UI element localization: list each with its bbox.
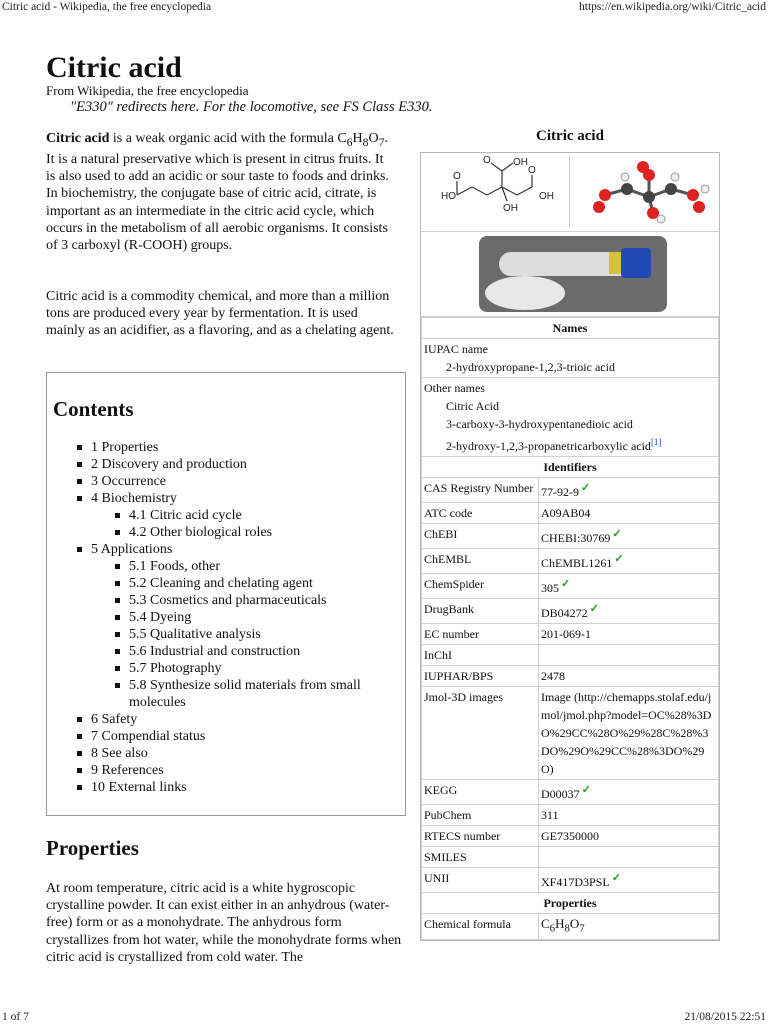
identifier-key: EC number bbox=[422, 624, 539, 645]
toc-subitem[interactable] bbox=[115, 507, 405, 524]
check-icon: ✓ bbox=[612, 528, 622, 540]
identifier-row bbox=[422, 478, 719, 503]
iupac-value: 2-hydroxypropane-1,2,3-trioic acid bbox=[446, 360, 615, 374]
identifier-row bbox=[422, 645, 719, 666]
print-footer-datetime: 21/08/2015 22:51 bbox=[684, 1011, 766, 1023]
identifier-key: InChI bbox=[422, 645, 539, 666]
structure-images bbox=[421, 153, 719, 232]
toc-subitem-label[interactable]: 4.1 Citric acid cycle bbox=[129, 508, 242, 523]
toc-item[interactable] bbox=[77, 728, 405, 745]
page-title: Citric acid bbox=[46, 51, 182, 84]
formula-part: C bbox=[541, 916, 550, 931]
intro-bold-term: Citric acid bbox=[46, 131, 110, 146]
toc-subitem-label[interactable]: 5.3 Cosmetics and pharmaceuticals bbox=[129, 593, 327, 608]
check-icon: ✓ bbox=[611, 872, 621, 884]
atom-label: OH bbox=[503, 203, 518, 214]
formula-sub: 7 bbox=[579, 922, 585, 935]
identifier-row bbox=[422, 574, 719, 599]
toc-subitem-label[interactable]: 5.8 Synthesize solid materials from small molecules bbox=[129, 678, 361, 710]
section-properties: Properties bbox=[422, 893, 719, 914]
identifier-value-text[interactable]: ChEMBL1261 bbox=[541, 556, 613, 570]
check-icon: ✓ bbox=[561, 578, 571, 590]
formula-sub: 6 bbox=[549, 922, 556, 935]
toc-item[interactable] bbox=[77, 456, 405, 473]
identifier-key: DrugBank bbox=[422, 599, 539, 624]
toc-subitem-label[interactable]: 5.1 Foods, other bbox=[129, 559, 220, 574]
formula-sub: 8 bbox=[362, 135, 369, 149]
check-icon: ✓ bbox=[581, 482, 591, 494]
identifier-value[interactable] bbox=[539, 524, 719, 549]
identifier-value[interactable] bbox=[539, 574, 719, 599]
toc-item[interactable] bbox=[77, 541, 405, 558]
identifier-key: CAS Registry Number bbox=[422, 478, 539, 503]
toc-subitem-label[interactable]: 5.7 Photography bbox=[129, 661, 222, 676]
reference-link[interactable]: [1] bbox=[650, 437, 662, 447]
toc-subitem[interactable] bbox=[115, 626, 405, 643]
identifier-key: ChEBI bbox=[422, 524, 539, 549]
iupac-row bbox=[422, 339, 719, 378]
skeletal-formula-image bbox=[427, 153, 577, 231]
identifier-value[interactable] bbox=[539, 826, 719, 847]
identifier-value[interactable] bbox=[539, 687, 719, 780]
identifier-value[interactable] bbox=[539, 478, 719, 503]
identifier-value[interactable] bbox=[539, 666, 719, 687]
identifier-value-text[interactable]: GE7350000 bbox=[541, 829, 599, 843]
atom-label: OH bbox=[513, 157, 528, 168]
infobox bbox=[420, 152, 720, 941]
check-icon: ✓ bbox=[614, 553, 624, 565]
identifier-row bbox=[422, 847, 719, 868]
identifier-value-text[interactable]: 201-069-1 bbox=[541, 627, 591, 641]
hatnote: "E330" redirects here. For the locomotive, see FS Class E330. bbox=[70, 99, 433, 115]
identifier-row bbox=[422, 666, 719, 687]
photo-image bbox=[421, 232, 719, 317]
infobox-caption: Citric acid bbox=[536, 128, 604, 144]
identifier-key: RTECS number bbox=[422, 826, 539, 847]
identifier-value[interactable] bbox=[539, 645, 719, 666]
identifier-value[interactable] bbox=[539, 847, 719, 868]
check-icon: ✓ bbox=[581, 784, 591, 796]
toc-item[interactable] bbox=[77, 473, 405, 490]
atom-label: OH bbox=[539, 191, 554, 202]
identifier-value-text[interactable]: XF417D3PSL bbox=[541, 875, 610, 889]
identifier-value[interactable] bbox=[539, 599, 719, 624]
other-name: Citric Acid bbox=[446, 399, 499, 413]
atom-label: HO bbox=[441, 191, 456, 202]
identifier-key: IUPHAR/BPS bbox=[422, 666, 539, 687]
identifier-value[interactable] bbox=[539, 805, 719, 826]
identifier-row bbox=[422, 599, 719, 624]
check-icon: ✓ bbox=[589, 603, 599, 615]
other-name: 3-carboxy-3-hydroxypentanedioic acid bbox=[446, 417, 633, 431]
toc-subitem[interactable] bbox=[115, 575, 405, 592]
identifier-value-text[interactable]: D00037 bbox=[541, 787, 580, 801]
toc-subitem-label[interactable]: 5.2 Cleaning and chelating agent bbox=[129, 576, 313, 591]
identifier-row bbox=[422, 624, 719, 645]
identifier-key: ChemSpider bbox=[422, 574, 539, 599]
toc-item-label[interactable]: 8 See also bbox=[91, 746, 148, 761]
identifier-row bbox=[422, 549, 719, 574]
toc-subitem[interactable] bbox=[115, 677, 405, 711]
identifier-value-text[interactable]: DB04272 bbox=[541, 606, 588, 620]
toc-item-label[interactable]: 1 Properties bbox=[91, 440, 159, 455]
identifier-row bbox=[422, 826, 719, 847]
toc-item-label[interactable]: 10 External links bbox=[91, 780, 187, 795]
identifier-value-text[interactable]: 2478 bbox=[541, 669, 565, 683]
toc-item[interactable] bbox=[77, 711, 405, 728]
toc-item-label[interactable]: 3 Occurrence bbox=[91, 474, 167, 489]
toc-item-label[interactable]: 6 Safety bbox=[91, 712, 138, 727]
toc-title: Contents bbox=[53, 397, 134, 421]
toc-subitem[interactable] bbox=[115, 609, 405, 626]
identifier-key: Jmol-3D images bbox=[422, 687, 539, 780]
identifier-value[interactable] bbox=[539, 780, 719, 805]
identifier-value-text[interactable]: CHEBI:30769 bbox=[541, 531, 611, 545]
identifier-row bbox=[422, 687, 719, 780]
formula-sub: 8 bbox=[564, 922, 570, 935]
table-of-contents bbox=[46, 372, 406, 816]
formula-sub: 6 bbox=[346, 135, 353, 149]
toc-list bbox=[77, 439, 405, 796]
identifier-value-text[interactable]: A09AB04 bbox=[541, 506, 591, 520]
toc-subitem-label[interactable]: 4.2 Other biological roles bbox=[129, 525, 273, 540]
properties-paragraph: At room temperature, citric acid is a white hygroscopic crystalline powder. It can exist either in an anhydrous (water-free) form or as a monohydrate. The anhydrous form crystallizes from hot water, while the monohydrate forms when citric acid is crystallized from cold water. The bbox=[46, 881, 402, 965]
atom-label: O bbox=[483, 155, 491, 166]
identifier-row bbox=[422, 524, 719, 549]
formula-value bbox=[539, 914, 719, 940]
other-name bbox=[424, 433, 716, 455]
identifier-value-text[interactable]: 77-92-9 bbox=[541, 485, 579, 499]
iupac-label: IUPAC name bbox=[424, 342, 488, 356]
toc-item[interactable] bbox=[77, 762, 405, 779]
intro-paragraph-1 bbox=[46, 130, 396, 254]
formula-sub: 7 bbox=[378, 135, 385, 149]
section-identifiers: Identifiers bbox=[422, 457, 719, 478]
formula-row bbox=[422, 914, 719, 940]
toc-item[interactable] bbox=[77, 745, 405, 762]
atom-label: O bbox=[453, 171, 461, 182]
toc-subitem[interactable] bbox=[115, 643, 405, 660]
identifier-key: ChEMBL bbox=[422, 549, 539, 574]
toc-subitem[interactable] bbox=[115, 592, 405, 609]
identifier-key: SMILES bbox=[422, 847, 539, 868]
identifier-value-text[interactable]: Image (http://chemapps.stolaf.edu/jmol/jmol.php?model=OC%28%3DO%29CC%28O%29%28C%28%3DO%29O%29CC%28%3DO%29O) bbox=[541, 690, 712, 776]
identifier-value[interactable] bbox=[539, 549, 719, 574]
formula-key: Chemical formula bbox=[422, 914, 539, 940]
identifier-row bbox=[422, 780, 719, 805]
identifier-value[interactable] bbox=[539, 868, 719, 893]
intro-paragraph-2: Citric acid is a commodity chemical, and more than a million tons are produced every year by fermentation. It is used mainly as an acidifier, as a flavoring, and as a chelating agent. bbox=[46, 289, 394, 339]
ball-and-stick-model-image bbox=[587, 153, 717, 231]
toc-item[interactable] bbox=[77, 439, 405, 456]
identifier-key: UNII bbox=[422, 868, 539, 893]
site-sub: From Wikipedia, the free encyclopedia bbox=[46, 83, 249, 98]
toc-subitem[interactable] bbox=[115, 558, 405, 575]
other-name-text: 2-hydroxy-1,2,3-propanetricarboxylic acid bbox=[446, 439, 651, 453]
identifier-key: PubChem bbox=[422, 805, 539, 826]
toc-item-label[interactable]: 9 References bbox=[91, 763, 164, 778]
identifier-key: KEGG bbox=[422, 780, 539, 805]
toc-subitem-label[interactable]: 5.4 Dyeing bbox=[129, 610, 192, 625]
intro-text: is a weak organic acid with the formula C bbox=[109, 131, 347, 146]
intro-text: O bbox=[368, 131, 379, 146]
identifier-value-text[interactable]: 311 bbox=[541, 808, 559, 822]
toc-item-label[interactable]: 4 Biochemistry bbox=[91, 491, 177, 506]
toc-item-label[interactable]: 7 Compendial status bbox=[91, 729, 206, 744]
identifier-value-text[interactable]: 305 bbox=[541, 581, 559, 595]
infobox-table bbox=[421, 317, 719, 940]
formula-part: H bbox=[555, 916, 565, 931]
section-heading-properties: Properties bbox=[46, 836, 139, 860]
atom-label: O bbox=[528, 165, 536, 176]
identifier-value[interactable] bbox=[539, 503, 719, 524]
toc-subitem[interactable] bbox=[115, 660, 405, 677]
toc-subitem-label[interactable]: 5.6 Industrial and construction bbox=[129, 644, 301, 659]
intro-text: H bbox=[352, 131, 363, 146]
toc-subitem-label[interactable]: 5.5 Qualitative analysis bbox=[129, 627, 261, 642]
formula-part: O bbox=[569, 916, 580, 931]
identifier-row bbox=[422, 805, 719, 826]
toc-item-label[interactable]: 2 Discovery and production bbox=[91, 457, 247, 472]
identifier-row bbox=[422, 503, 719, 524]
identifier-value[interactable] bbox=[539, 624, 719, 645]
intro-text: . It is a natural preservative which is present in citrus fruits. It is also used to add an acidic or sour taste to foods and drinks. In biochemistry, the conjugate base of citric acid, citrate, is important as an intermediate in the citric acid cycle, which occurs in the metabolism of all aerobic organisms. It consists of 3 carboxyl (R-COOH) groups. bbox=[46, 131, 389, 254]
toc-item[interactable] bbox=[77, 779, 405, 796]
other-names-label: Other names bbox=[424, 381, 485, 395]
toc-item[interactable] bbox=[77, 490, 405, 507]
other-names-row bbox=[422, 378, 719, 457]
toc-subitem[interactable] bbox=[115, 524, 405, 541]
image-divider bbox=[569, 157, 570, 227]
print-header-url: https://en.wikipedia.org/wiki/Citric_acid bbox=[579, 1, 766, 13]
toc-item-label[interactable]: 5 Applications bbox=[91, 542, 173, 557]
identifier-row bbox=[422, 868, 719, 893]
section-names: Names bbox=[422, 318, 719, 339]
photo-spoon-tube bbox=[479, 236, 667, 312]
identifier-key: ATC code bbox=[422, 503, 539, 524]
print-footer-page: 1 of 7 bbox=[2, 1011, 29, 1023]
print-header-title: Citric acid - Wikipedia, the free encyclopedia bbox=[2, 1, 212, 13]
